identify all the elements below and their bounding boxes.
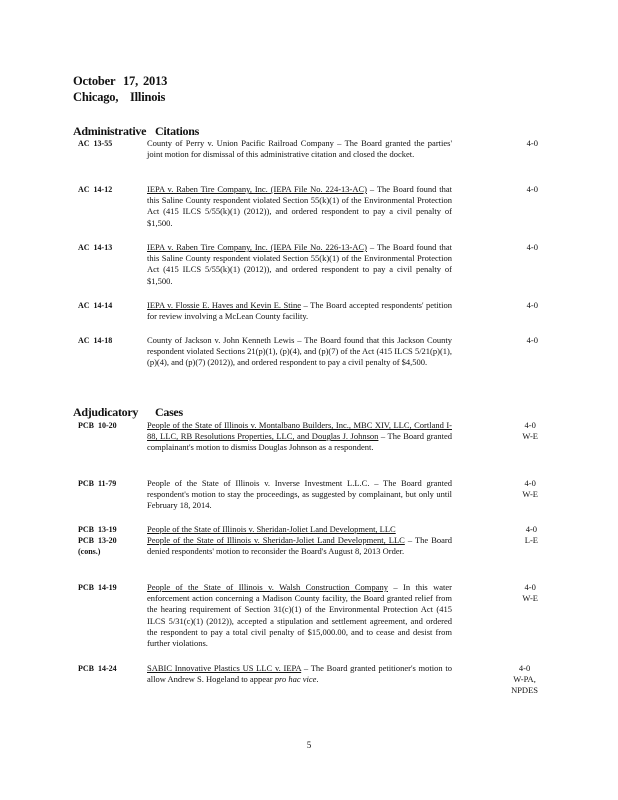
docket-number: PCB 10-20 bbox=[78, 421, 117, 430]
vote-count: 4-0 bbox=[526, 300, 538, 310]
vote-count: 4-0 bbox=[518, 663, 531, 673]
vote bbox=[527, 138, 538, 149]
vote-count: 4-0 bbox=[524, 478, 536, 488]
page-number: 5 bbox=[306, 740, 312, 750]
vote-code-2: NPDES bbox=[511, 685, 538, 695]
entry-text: – The Board granted petitioner's motion to allow Andrew S. Hogeland to appear bbox=[147, 663, 452, 685]
entry-tail: . bbox=[316, 674, 319, 685]
header-state: Illinois bbox=[130, 90, 166, 104]
entry-text: County of Jackson v. John Kenneth Lewis – The Board found that this Jackson County respondent violated Sections 21(p)(1), (p)(4), and (p)(7) of the Act (415 ILCS 5/21(p)(1), (p)(4), and (p)(7) (2012)), and ordered respondent to pay a civil penalty of $4,500. bbox=[147, 335, 452, 368]
case-caption: IEPA v. Flossie E. Haves and Kevin E. Stine bbox=[147, 300, 302, 310]
docket-number: AC 13-55 bbox=[78, 139, 113, 148]
docket-number: PCB 11-79 bbox=[78, 479, 117, 488]
vote bbox=[525, 524, 538, 546]
header-date bbox=[73, 74, 167, 89]
header-location bbox=[73, 90, 165, 105]
entry-description bbox=[147, 582, 452, 649]
section-adjudicatory-cases bbox=[73, 405, 183, 420]
vote bbox=[511, 663, 538, 696]
section-administrative-citations bbox=[73, 124, 199, 139]
entry-text: – The Board found that this Saline County respondent violated Section 55(k)(1) of the Environmental Protection Act (415 ILCS 5/55(k)(1) (2012)), and ordered respondent to pay a civil penalty of $1,500. bbox=[147, 184, 452, 228]
entry-description bbox=[147, 184, 452, 229]
docket-number: PCB 14-24 bbox=[78, 664, 117, 673]
entry-description bbox=[147, 335, 452, 369]
header-month: October bbox=[73, 74, 116, 88]
entry-text: – The Board denied respondents' motion to reconsider the Board's August 8, 2013 Order. bbox=[147, 535, 452, 557]
section-word-1: Adjudicatory bbox=[73, 405, 139, 419]
case-caption: IEPA v. Raben Tire Company, Inc. (IEPA File No. 226-13-AC) bbox=[147, 242, 368, 252]
vote bbox=[527, 242, 538, 253]
entry-text: County of Perry v. Union Pacific Railroad Company – The Board granted the parties' joint motion for dismissal of this administrative citation and closed the docket. bbox=[147, 138, 452, 160]
vote-code: W-E bbox=[522, 489, 538, 499]
entry-description bbox=[147, 478, 452, 512]
entry-text: – The Board granted complainant's motion to dismiss Douglas Johnson as a respondent. bbox=[147, 431, 452, 453]
docket-number: AC 14-14 bbox=[78, 301, 113, 310]
vote-count: 4-0 bbox=[526, 242, 538, 252]
vote-count: 4-0 bbox=[524, 582, 536, 592]
vote bbox=[522, 582, 538, 604]
vote-count: 4-0 bbox=[524, 420, 536, 430]
docket-number: AC 14-18 bbox=[78, 336, 113, 345]
entry-description bbox=[147, 138, 452, 160]
vote-count: 4-0 bbox=[526, 138, 538, 148]
vote-code: W-PA, bbox=[513, 674, 536, 684]
vote bbox=[522, 478, 538, 500]
docket-number: AC 14-13 bbox=[78, 243, 113, 252]
vote bbox=[527, 300, 538, 311]
case-caption: People of the State of Illinois v. Montalbano Builders, Inc., MBC XIV, LLC, Cortland I-88, LLC, RB Resolutions Properties, LLC, and Douglas J. Johnson bbox=[147, 420, 452, 442]
header-year: 2013 bbox=[143, 74, 168, 88]
vote bbox=[527, 184, 538, 195]
header-city: Chicago, bbox=[73, 90, 119, 104]
vote-count: 4-0 bbox=[526, 184, 538, 194]
entry-description bbox=[147, 242, 452, 287]
vote-count: 4-0 bbox=[525, 524, 538, 534]
vote-code: L-E bbox=[524, 535, 538, 545]
case-caption: SABIC Innovative Plastics US LLC v. IEPA bbox=[147, 663, 302, 673]
case-caption: People of the State of Illinois v. Walsh Construction Company bbox=[147, 582, 388, 592]
section-word-2: Citations bbox=[155, 124, 199, 138]
entry-description bbox=[147, 663, 452, 685]
vote bbox=[527, 335, 538, 346]
entry-description bbox=[147, 300, 452, 322]
vote-code: W-E bbox=[522, 593, 538, 603]
entry-text: – In this water enforcement action concerning a Madison County facility, the Board granted relief from the hearing requirement of Section 31(c)(1) of the Environmental Protection Act (415 ILCS 5/31(c)(1) (2012)), accepted a stipulation and settlement agreement, and ordered the respondent to pay a total civil penalty of $15,000.00, and to cease and desist from further violations. bbox=[147, 582, 452, 649]
entry-description bbox=[147, 524, 452, 558]
vote-code: W-E bbox=[522, 431, 538, 441]
entry-italic-text: pro hac vice bbox=[274, 674, 317, 685]
entry-text: People of the State of Illinois v. Inverse Investment L.L.C. – The Board granted respondent's motion to stay the proceedings, as suggested by complainant, but only until February 18, 2014. bbox=[147, 478, 452, 511]
entry-description bbox=[147, 420, 452, 454]
section-word-2: Cases bbox=[155, 405, 183, 419]
section-word-1: Administrative bbox=[73, 124, 147, 138]
entry-text: – The Board accepted respondents' petition for review involving a McLean County facility. bbox=[147, 300, 452, 322]
vote-count: 4-0 bbox=[526, 335, 538, 345]
docket-number: PCB 13-19 PCB 13-20 (cons.) bbox=[78, 525, 117, 556]
entry-text: – The Board found that this Saline County respondent violated Section 55(k)(1) of the Environmental Protection Act (415 ILCS 5/55(k)(1) (2012)), and ordered respondent to pay a civil penalty of $1,500. bbox=[147, 242, 452, 286]
vote bbox=[522, 420, 538, 442]
header-day: 17, bbox=[123, 74, 139, 88]
case-caption: People of the State of Illinois v. Sheridan-Joliet Land Development, LLC People of the State of Illinois v. Sheridan-Joliet Land Development, LLC bbox=[147, 524, 405, 546]
docket-number: PCB 14-19 bbox=[78, 583, 117, 592]
docket-number: AC 14-12 bbox=[78, 185, 113, 194]
case-caption: IEPA v. Raben Tire Company, Inc. (IEPA File No. 224-13-AC) bbox=[147, 184, 368, 194]
